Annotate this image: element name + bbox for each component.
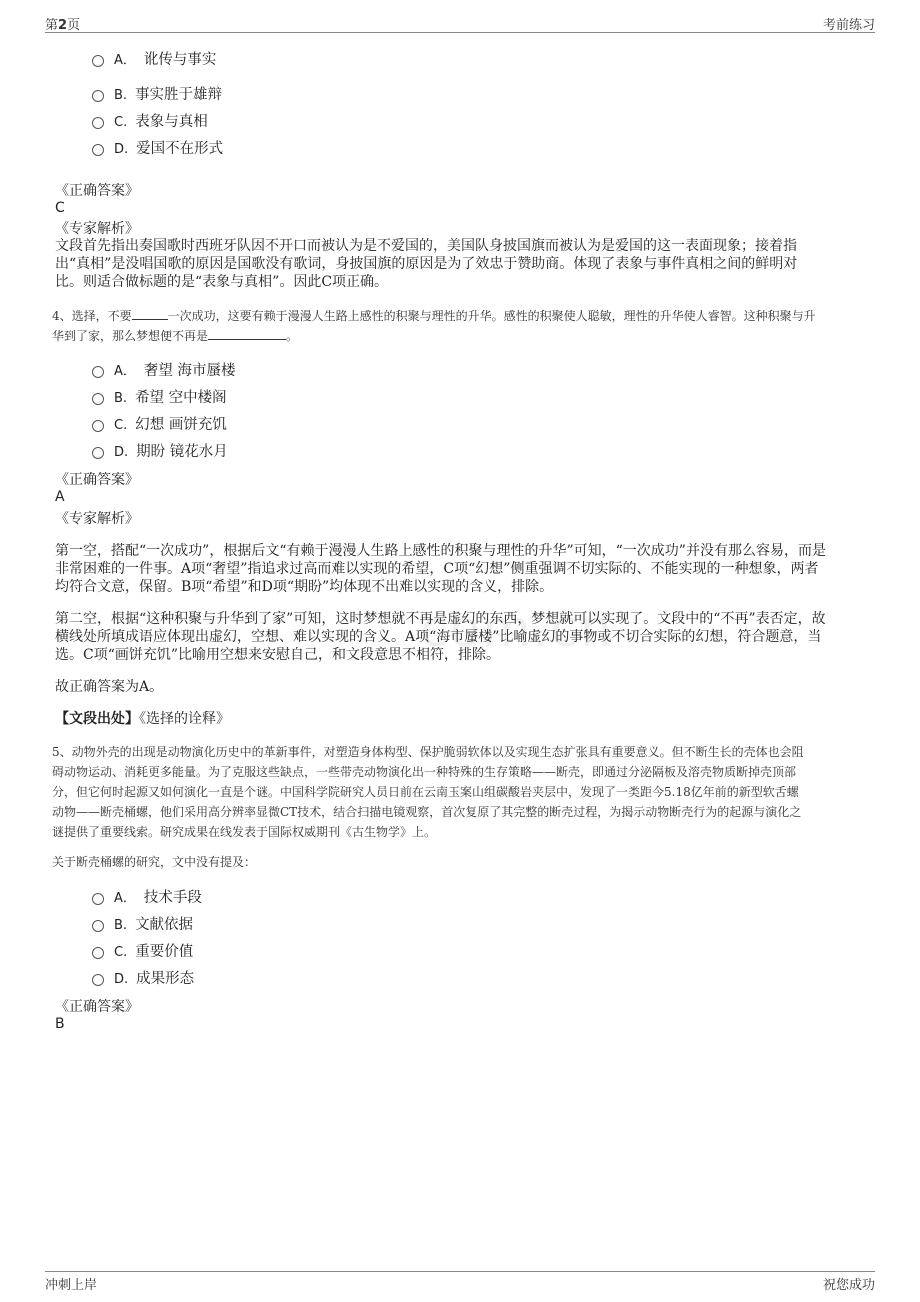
q4-stem: 4、选择，不要 一次成功，这要有赖于漫漫人生路上感性的积聚与理性的升华。感性的积聚使人聪敏，理性的升华使人睿智。这种积聚与升 华到了家，那么梦想便不再是 。 xyxy=(52,309,816,343)
q4-option-d[interactable]: D. 期盼 镜花水月 xyxy=(92,442,228,462)
radio-icon[interactable] xyxy=(92,947,104,959)
blank-1 xyxy=(132,307,168,320)
radio-icon[interactable] xyxy=(92,55,104,67)
radio-icon[interactable] xyxy=(92,920,104,932)
q3-analysis: 文段首先指出奏国歌时西班牙队因不开口而被认为是不爱国的，美国队身披国旗而被认为是爱国的这一表面现象；接着指 出“真相”是没唱国歌的原因是国歌没有歌词，身披国旗的原因是为了效忠于赞助商。体现了表象与事件真相之间的鲜明对 比。则适合做标题的是“表象与真相”。因此C项正确。 xyxy=(55,238,798,290)
q5-stem: 5、动物外壳的出现是动物演化历史中的革新事件，对塑造身体构型、保护脆弱软体以及实现生态扩张具有重要意义。但不断生长的壳体也会阻 碍动物运动、消耗更多能量。为了克服这些缺点，一些带壳动物演化出一种特殊的生存策略——断壳，即通过分泌隔板及溶壳物质断掉壳顶部 分，但它何时起源又如何演化一直是个谜。中国科学院研究人员日前在云南玉案山组碳酸岩夹层中，发现了一类距今5.18亿年前的新型软舌螺 动物——断壳桶螺，他们采用高分辨率显微CT技术，结合扫描电镜观察，首次复原了其完整的断壳过程，为揭示动物断壳行为的起源与演化之 谜提供了重要线索。研究成果在线发表于国际权威期刊《古生物学》上。 xyxy=(52,745,804,839)
q5-option-a[interactable]: A． 技术手段 xyxy=(92,888,202,908)
q5-option-d[interactable]: D. 成果形态 xyxy=(92,969,194,989)
radio-icon[interactable] xyxy=(92,893,104,905)
q5-answer-title: 《正确答案》 xyxy=(55,999,139,1015)
q3-analysis-title: 《专家解析》 xyxy=(55,221,139,237)
q4-answer: A xyxy=(55,489,65,505)
q4-source: 【文段出处】《选择的诠释》 xyxy=(55,711,230,727)
radio-icon[interactable] xyxy=(92,974,104,986)
radio-icon[interactable] xyxy=(92,117,104,129)
q4-option-b[interactable]: B. 希望 空中楼阁 xyxy=(92,388,227,408)
radio-icon[interactable] xyxy=(92,393,104,405)
q5-option-b[interactable]: B. 文献依据 xyxy=(92,915,193,935)
q4-conclusion: 故正确答案为A。 xyxy=(55,679,164,695)
q5-option-c[interactable]: C. 重要价值 xyxy=(92,942,193,962)
q3-option-c[interactable]: C. 表象与真相 xyxy=(92,112,208,132)
page-number: 第2页 xyxy=(45,18,81,33)
q3-option-a[interactable]: A． 讹传与事实 xyxy=(92,50,216,70)
radio-icon[interactable] xyxy=(92,144,104,156)
q5-answer: B xyxy=(55,1016,65,1032)
q4-analysis-p1: 第一空，搭配“一次成功”，根据后文“有赖于漫漫人生路上感性的积聚与理性的升华”可知，“一次成功”并没有那么容易，而是 非常困难的一件事。A项“奢望”指追求过高而难以实现的希望，C项“幻想”侧重强调不切实际的、不能实现的一种想象，两者 均符合文意，保留。B项“希望”和D项“期盼”均体现不出难以实现的含义，排除。 xyxy=(55,543,826,595)
footer-right: 祝您成功 xyxy=(822,1278,875,1293)
q3-answer-title: 《正确答案》 xyxy=(55,183,139,199)
radio-icon[interactable] xyxy=(92,447,104,459)
radio-icon[interactable] xyxy=(92,366,104,378)
q4-answer-title: 《正确答案》 xyxy=(55,472,139,488)
q3-answer: C xyxy=(55,200,65,216)
q3-option-b[interactable]: B. 事实胜于雄辩 xyxy=(92,85,222,105)
q4-analysis-p2: 第二空，根据“这种积聚与升华到了家”可知，这时梦想就不再是虚幻的东西，梦想就可以实现了。文段中的“不再”表否定，故 横线处所填成语应体现出虚幻，空想、难以实现的含义。A项“海市蜃楼”比喻虚幻的事物或不切合实际的幻想，符合题意，当 选。C项“画饼充饥”比喻用空想来安慰自己，和文段意思不相符，排除。 xyxy=(55,611,826,663)
q4-option-c[interactable]: C. 幻想 画饼充饥 xyxy=(92,415,227,435)
q4-analysis-title: 《专家解析》 xyxy=(55,511,139,527)
radio-icon[interactable] xyxy=(92,90,104,102)
header-title: 考前练习 xyxy=(822,18,875,33)
q5-question: 关于断壳桶螺的研究，文中没有提及： xyxy=(52,855,257,869)
q3-option-d[interactable]: D. 爱国不在形式 xyxy=(92,139,223,159)
radio-icon[interactable] xyxy=(92,420,104,432)
blank-2 xyxy=(208,327,286,340)
page-footer xyxy=(45,1271,875,1292)
footer-left: 冲刺上岸 xyxy=(45,1278,98,1293)
q4-option-a[interactable]: A． 奢望 海市蜃楼 xyxy=(92,361,236,381)
watermark: com.cn xyxy=(420,600,614,658)
page-header xyxy=(45,14,875,33)
